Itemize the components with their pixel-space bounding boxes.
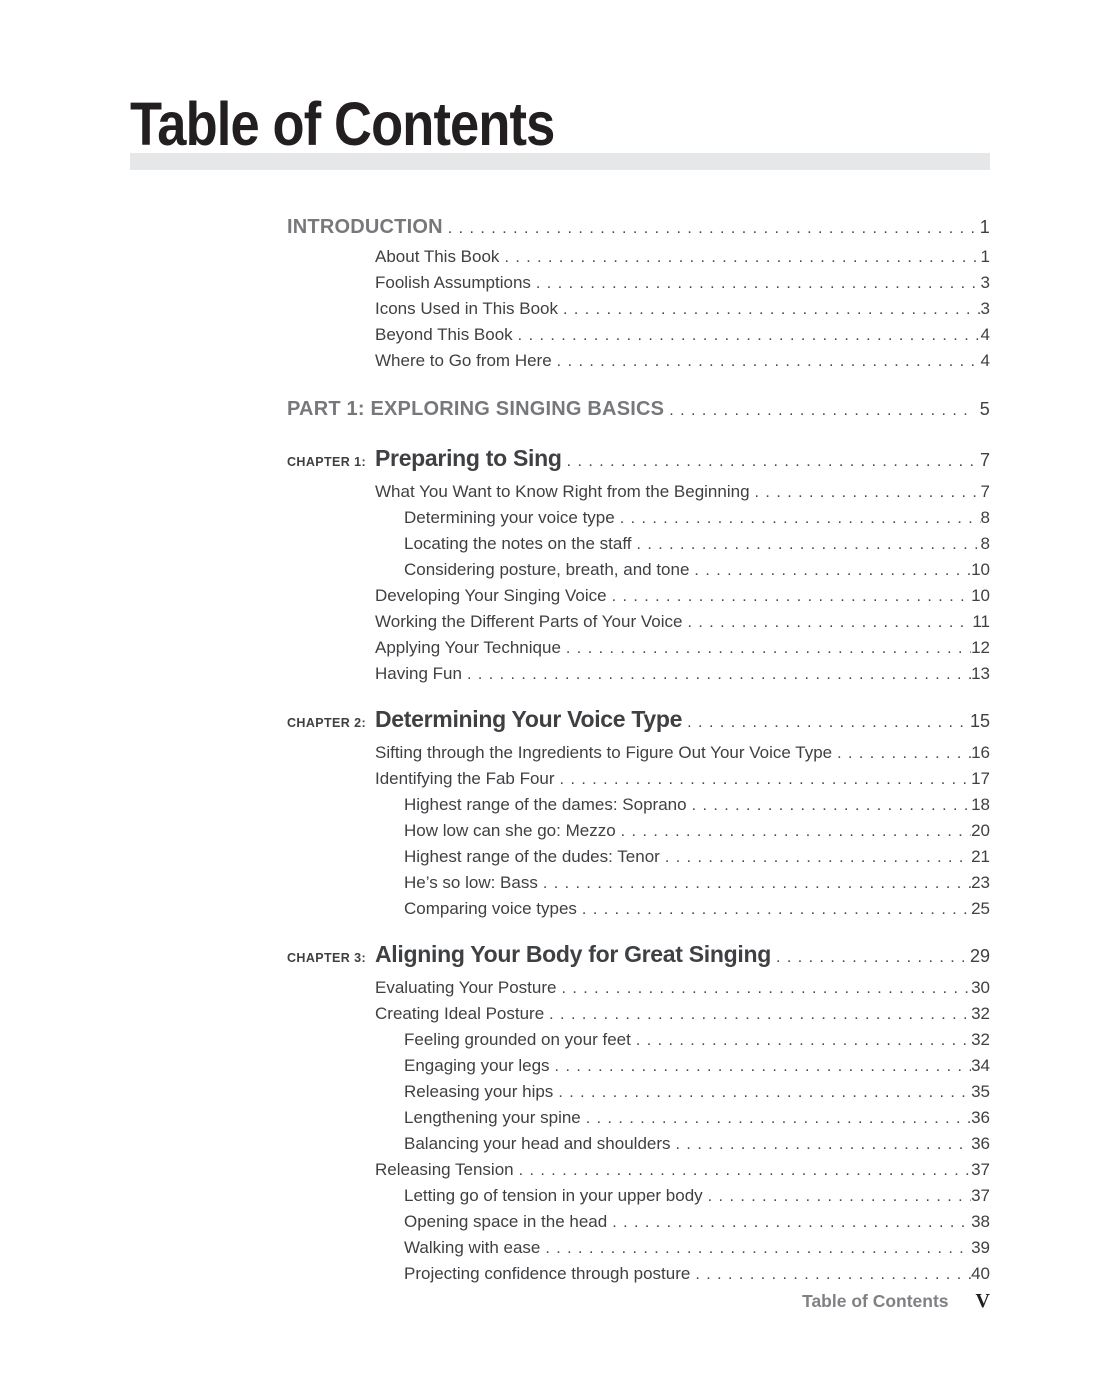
chapter-number-label: CHAPTER 1: [287, 455, 367, 469]
dot-leader [538, 871, 971, 896]
toc-entry-title: He’s so low: Bass [404, 873, 538, 892]
toc-row-l2 [287, 1105, 990, 1131]
toc-entry-title: Having Fun [375, 664, 462, 683]
toc-entry-title: Releasing your hips [404, 1082, 554, 1101]
dot-leader [561, 636, 971, 661]
toc-page-number: 5 [979, 399, 990, 419]
toc-list [287, 212, 990, 1287]
dot-leader [664, 395, 974, 426]
toc-row-chapter [287, 442, 990, 479]
toc-row-l2 [287, 870, 990, 896]
toc-row-l1 [287, 766, 990, 792]
dot-leader [577, 897, 971, 922]
toc-row-l2 [287, 1131, 990, 1157]
toc-entry-title: Evaluating Your Posture [375, 978, 557, 997]
toc-row-l2 [287, 1053, 990, 1079]
toc-page-number: 13 [971, 664, 990, 683]
dot-leader [581, 1106, 971, 1131]
dot-leader [443, 213, 974, 244]
toc-row-l1 [287, 975, 990, 1001]
toc-entry-title: Highest range of the dudes: Tenor [404, 847, 660, 866]
dot-leader [832, 741, 971, 766]
toc-entry-title: Creating Ideal Posture [375, 1004, 545, 1023]
toc-row-l1 [287, 322, 990, 348]
dot-leader [462, 662, 971, 687]
toc-page-number: 7 [979, 450, 990, 470]
toc-page-number: 12 [971, 638, 990, 657]
toc-row-l2 [287, 1027, 990, 1053]
toc-page-number: 30 [971, 978, 990, 997]
toc-entry-title: Beyond This Book [375, 325, 513, 344]
toc-page-number: 37 [971, 1160, 990, 1179]
toc-entry-title: Locating the notes on the staff [404, 534, 632, 553]
toc-row-l1 [287, 296, 990, 322]
toc-row-l2 [287, 557, 990, 583]
toc-entry-title: Determining your voice type [404, 508, 615, 527]
dot-leader [631, 1028, 971, 1053]
toc-row-l1 [287, 1001, 990, 1027]
dot-leader [556, 976, 971, 1001]
toc-entry-title: Engaging your legs [404, 1056, 550, 1075]
toc-page-number: 10 [971, 586, 990, 605]
toc-page-number: 29 [969, 946, 990, 966]
dot-leader [550, 1054, 972, 1079]
dot-leader [513, 323, 981, 348]
toc-row-l1 [287, 740, 990, 766]
dot-leader [682, 610, 972, 635]
toc-entry-title: Preparing to Sing [375, 445, 562, 471]
toc-entry-title: Where to Go from Here [375, 351, 552, 370]
toc-page-number: 40 [971, 1264, 990, 1283]
toc-row-l2 [287, 818, 990, 844]
toc-page-number: 10 [971, 560, 990, 579]
toc-row-l2 [287, 1235, 990, 1261]
toc-entry-title: Considering posture, breath, and tone [404, 560, 690, 579]
toc-page-number: 17 [971, 769, 990, 788]
toc-row-l2 [287, 1261, 990, 1287]
toc-row-l2 [287, 844, 990, 870]
toc-entry-title: Feeling grounded on your feet [404, 1030, 631, 1049]
dot-leader [631, 532, 980, 557]
toc-page-number: 21 [971, 847, 990, 866]
dot-leader [499, 245, 980, 270]
toc-row-l2 [287, 1209, 990, 1235]
dot-leader [555, 767, 972, 792]
toc-entry-title: PART 1: EXPLORING SINGING BASICS [287, 398, 665, 420]
toc-page-number: 39 [971, 1238, 990, 1257]
toc-row-l1 [287, 479, 990, 505]
toc-page-number: 38 [971, 1212, 990, 1231]
toc-entry-title: Opening space in the head [404, 1212, 608, 1231]
toc-row-l1 [287, 635, 990, 661]
toc-page-number: 16 [971, 743, 990, 762]
toc-entry-title: Releasing Tension [375, 1160, 514, 1179]
dot-leader [558, 297, 981, 322]
toc-entry-title: About This Book [375, 247, 500, 266]
toc-page-number: 37 [971, 1186, 990, 1205]
dot-leader [682, 706, 964, 739]
toc-page-number: 3 [980, 299, 990, 318]
dot-leader [552, 349, 981, 374]
dot-leader [750, 480, 981, 505]
toc-entry-title: How low can she go: Mezzo [404, 821, 616, 840]
dot-leader [540, 1236, 971, 1261]
toc-row-l2 [287, 896, 990, 922]
toc-entry-title: Letting go of tension in your upper body [404, 1186, 703, 1205]
toc-row-l1 [287, 270, 990, 296]
toc-entry-title: Lengthening your spine [404, 1108, 581, 1127]
toc-row-l2 [287, 1079, 990, 1105]
dot-leader [771, 941, 964, 974]
toc-row-l2 [287, 1183, 990, 1209]
chapter-number-label: CHAPTER 3: [287, 951, 367, 965]
toc-page-number: 11 [972, 612, 990, 631]
dot-leader [660, 845, 971, 870]
toc-entry-title: Applying Your Technique [375, 638, 561, 657]
toc-entry-title: INTRODUCTION [287, 216, 443, 238]
toc-page-number: 32 [971, 1004, 990, 1023]
toc-page-number: 7 [980, 482, 990, 501]
dot-leader [544, 1002, 971, 1027]
dot-leader [531, 271, 981, 296]
toc-row-section [287, 212, 990, 244]
toc-entry-title: Walking with ease [404, 1238, 541, 1257]
toc-page-number: 8 [980, 534, 990, 553]
toc-entry-title: Working the Different Parts of Your Voice [375, 612, 683, 631]
page-title-block [130, 92, 990, 156]
dot-leader [514, 1158, 971, 1183]
toc-page-number: 3 [980, 273, 990, 292]
toc-page-number: 36 [971, 1134, 990, 1153]
toc-row-l1 [287, 661, 990, 687]
dot-leader [607, 584, 972, 609]
toc-page-number: 23 [971, 873, 990, 892]
toc-row-chapter [287, 703, 990, 740]
toc-page-number: 34 [971, 1056, 990, 1075]
dot-leader [687, 793, 972, 818]
toc-entry-title: Identifying the Fab Four [375, 769, 555, 788]
toc-entry-title: Projecting confidence through posture [404, 1264, 691, 1283]
toc-page-number: 20 [971, 821, 990, 840]
toc-page-number: 15 [969, 711, 990, 731]
toc-page-number: 36 [971, 1108, 990, 1127]
toc-row-l2 [287, 531, 990, 557]
toc-page-number: 18 [971, 795, 990, 814]
dot-leader [562, 445, 974, 478]
dot-leader [671, 1132, 972, 1157]
toc-entry-title: Aligning Your Body for Great Singing [375, 941, 771, 967]
footer-page-number: V [975, 1290, 990, 1312]
dot-leader [616, 819, 971, 844]
toc-row-l1 [287, 583, 990, 609]
toc-page-number: 35 [971, 1082, 990, 1101]
toc-entry-title: Determining Your Voice Type [375, 706, 683, 732]
toc-row-chapter [287, 938, 990, 975]
toc-row-section [287, 394, 990, 426]
toc-row-l1 [287, 348, 990, 374]
toc-entry-title: Sifting through the Ingredients to Figure Out Your Voice Type [375, 743, 833, 762]
toc-entry-title: Developing Your Singing Voice [375, 586, 607, 605]
dot-leader [689, 558, 971, 583]
toc-page-number: 32 [971, 1030, 990, 1049]
dot-leader [615, 506, 981, 531]
toc-page-number: 8 [980, 508, 990, 527]
page-title: Table of Contents [130, 90, 555, 158]
toc-page-number: 1 [979, 217, 990, 237]
toc-entry-title: Comparing voice types [404, 899, 577, 918]
toc-row-l2 [287, 505, 990, 531]
dot-leader [553, 1080, 971, 1105]
toc-entry-title: Foolish Assumptions [375, 273, 531, 292]
toc-row-l1 [287, 1157, 990, 1183]
toc-entry-title: Balancing your head and shoulders [404, 1134, 671, 1153]
dot-leader [690, 1262, 971, 1287]
toc-page-number: 25 [971, 899, 990, 918]
chapter-number-label: CHAPTER 2: [287, 716, 367, 730]
dot-leader [703, 1184, 971, 1209]
toc-row-l2 [287, 792, 990, 818]
toc-page-number: 4 [980, 351, 990, 370]
toc-page-number: 1 [980, 247, 990, 266]
footer-section-label: Table of Contents [802, 1291, 949, 1311]
dot-leader [607, 1210, 971, 1235]
page-footer [287, 1290, 990, 1313]
toc-row-l1 [287, 244, 990, 270]
toc-page-number: 4 [980, 325, 990, 344]
toc-row-l1 [287, 609, 990, 635]
toc-entry-title: Highest range of the dames: Soprano [404, 795, 687, 814]
toc-entry-title: What You Want to Know Right from the Beginning [375, 482, 750, 501]
toc-entry-title: Icons Used in This Book [375, 299, 558, 318]
